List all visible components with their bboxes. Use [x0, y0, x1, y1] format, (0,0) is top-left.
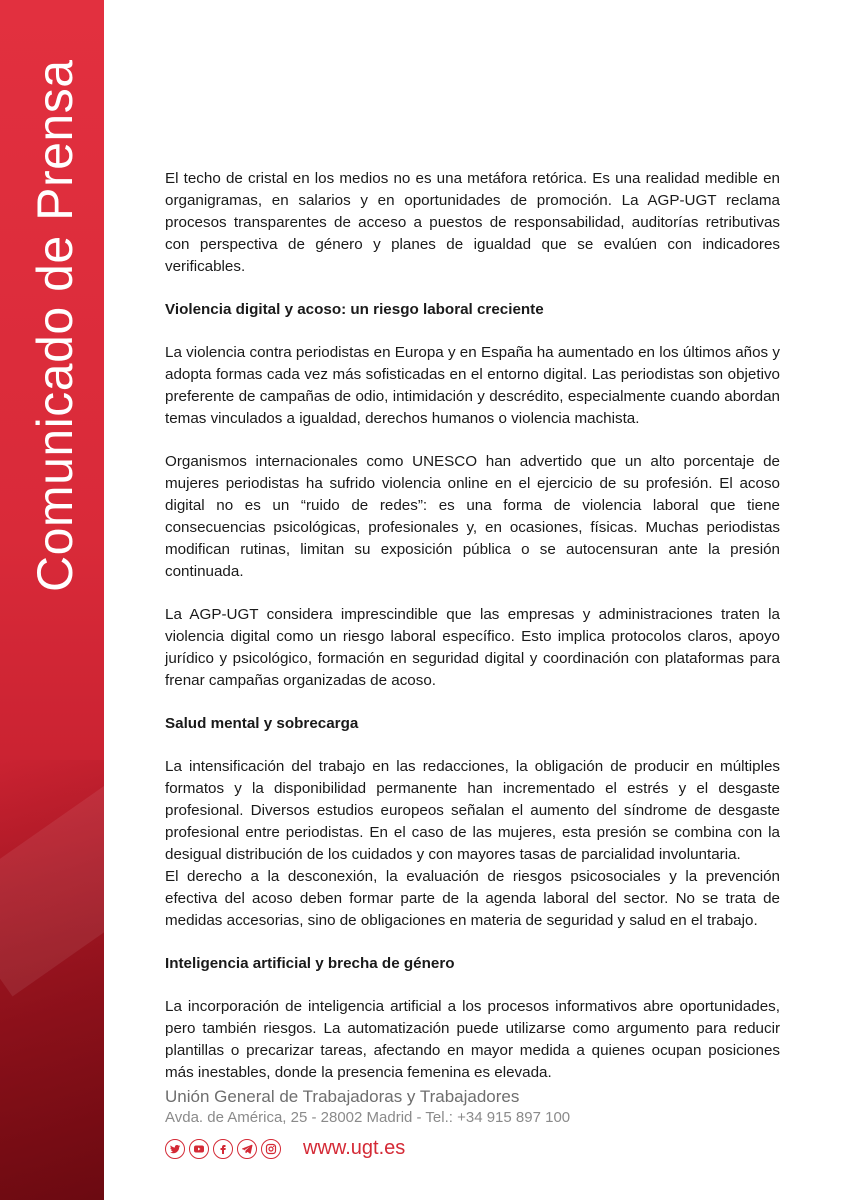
paragraph: El derecho a la desconexión, la evaluación de riesgos psicosociales y la prevención efectiva del acoso deben formar parte de la agenda laboral del sector. No se trata de medidas accesorias, sino de obligaciones en materia de seguridad y salud en el trabajo. — [165, 868, 780, 929]
section-heading: Violencia digital y acoso: un riesgo laboral creciente — [165, 301, 544, 318]
social-links — [165, 1137, 785, 1160]
sidebar-title: Comunicado de Prensa — [27, 59, 83, 592]
organization-name: Unión General de Trabajadoras y Trabajadores — [165, 1087, 520, 1106]
website-link[interactable]: www.ugt.es — [303, 1137, 406, 1159]
paragraph: El techo de cristal en los medios no es una metáfora retórica. Es una realidad medible en organigramas, en salarios y en oportunidades de promoción. La AGP-UGT reclama procesos transparentes de acceso a puestos de responsabilidad, auditorías retributivas con perspectiva de género y planes de igualdad que se evalúen con indicadores verificables. — [165, 170, 780, 275]
paragraph: La incorporación de inteligencia artificial a los procesos informativos abre oportunidades, pero también riesgos. La automatización puede utilizarse como argumento para reducir plantillas o precarizar tareas, afectando en mayor medida a quienes ocupan posiciones más inestables, donde la presencia femenina es elevada. — [165, 998, 780, 1081]
youtube-icon[interactable] — [189, 1139, 209, 1159]
section-heading: Salud mental y sobrecarga — [165, 715, 359, 732]
footer — [165, 1086, 785, 1160]
address: Avda. de América, 25 - 28002 Madrid - Tel.: +34 915 897 100 — [165, 1109, 571, 1126]
twitter-icon[interactable] — [165, 1139, 185, 1159]
telegram-icon[interactable] — [237, 1139, 257, 1159]
paragraph: La AGP-UGT considera imprescindible que las empresas y administraciones traten la violencia digital como un riesgo laboral específico. Esto implica protocolos claros, apoyo jurídico y psicológico, formación en seguridad digital y coordinación con plataformas para frenar campañas organizadas de acoso. — [165, 606, 780, 689]
facebook-icon[interactable] — [213, 1139, 233, 1159]
paragraph: La violencia contra periodistas en Europa y en España ha aumentado en los últimos años y adopta formas cada vez más sofisticadas en el entorno digital. Las periodistas son objetivo preferente de campañas de odio, intimidación y descrédito, especialmente cuando abordan temas vinculados a igualdad, derechos humanos o violencia machista. — [165, 344, 780, 427]
section-heading: Inteligencia artificial y brecha de género — [165, 955, 455, 972]
instagram-icon[interactable] — [261, 1139, 281, 1159]
article-body — [165, 168, 780, 1105]
paragraph: La intensificación del trabajo en las redacciones, la obligación de producir en múltiples formatos y la disponibilidad permanente han incrementado el estrés y el desgaste profesional. Diversos estudios europeos señalan el aumento del síndrome de desgaste profesional entre periodistas. En el caso de las mujeres, esta presión se combina con la desigual distribución de los cuidados y con mayores tasas de parcialidad involuntaria. — [165, 758, 780, 863]
paragraph: Organismos internacionales como UNESCO han advertido que un alto porcentaje de mujeres periodistas ha sufrido violencia online en el ejercicio de su profesión. El acoso digital no es un “ruido de redes”: es una forma de violencia laboral que tiene consecuencias psicológicas, profesionales y, en ocasiones, físicas. Muchas periodistas modifican rutinas, limitan su exposición pública o se autocensuran ante la presión continuada. — [165, 453, 780, 580]
sidebar-banner — [0, 0, 104, 1200]
